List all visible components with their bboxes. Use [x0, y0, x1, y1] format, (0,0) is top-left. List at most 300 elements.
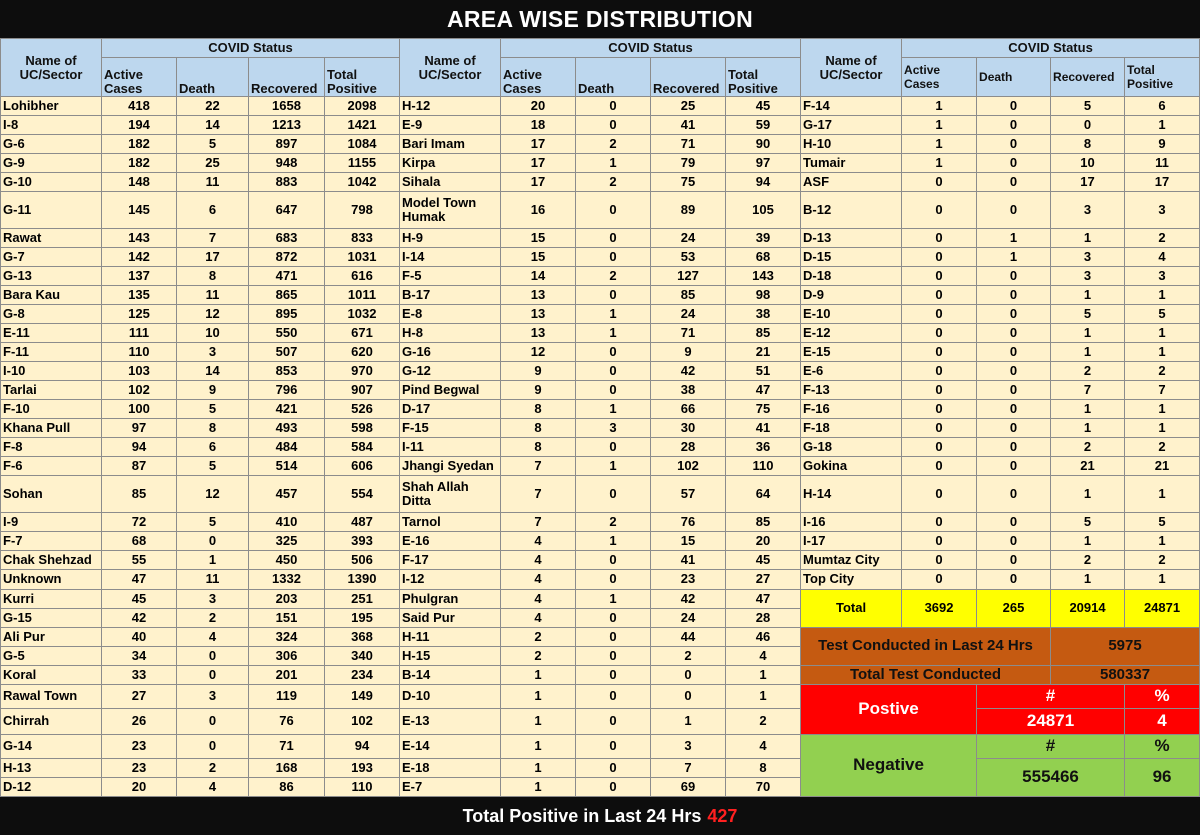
table-row: [1, 248, 1200, 267]
death-value: 0: [576, 286, 651, 305]
sector-name: G-12: [400, 362, 501, 381]
sector-name: E-16: [400, 532, 501, 551]
recovered-value: 2: [1051, 438, 1125, 457]
death-value: 0: [977, 97, 1051, 116]
death-value: 6: [177, 438, 249, 457]
positive-count-value: 24871: [977, 708, 1125, 734]
total-positive-value: 85: [726, 513, 801, 532]
recovered-value: 28: [651, 438, 726, 457]
recovered-value: 127: [651, 267, 726, 286]
total-positive-value: 5: [1125, 513, 1200, 532]
total-positive-value: 46: [726, 627, 801, 646]
death-value: 0: [576, 684, 651, 708]
death-value: 0: [177, 532, 249, 551]
total-positive-value: 102: [325, 708, 400, 734]
active-cases-value: 145: [102, 192, 177, 229]
sector-name: E-14: [400, 734, 501, 758]
death-value: 0: [576, 665, 651, 684]
death-value: 0: [177, 665, 249, 684]
total-positive-value: 487: [325, 513, 400, 532]
active-cases-value: 72: [102, 513, 177, 532]
sector-name: D-15: [801, 248, 902, 267]
table-row: [1, 513, 1200, 532]
table-row: [1, 476, 1200, 513]
active-cases-value: 2: [501, 627, 576, 646]
positive-percent-header: %: [1125, 684, 1200, 708]
death-value: 5: [177, 457, 249, 476]
recovered-value: 10: [1051, 154, 1125, 173]
death-value: 0: [576, 248, 651, 267]
total-positive-value: 21: [726, 343, 801, 362]
sector-name: F-8: [1, 438, 102, 457]
death-value: 5: [177, 135, 249, 154]
sector-name: G-13: [1, 267, 102, 286]
recovered-value: 71: [249, 734, 325, 758]
sector-name: F-15: [400, 419, 501, 438]
total-positive-value: 38: [726, 305, 801, 324]
total-positive-value: 59: [726, 116, 801, 135]
table-row: [1, 758, 1200, 777]
total-positive-value: 1: [726, 684, 801, 708]
active-cases-value: 0: [902, 570, 977, 589]
table-row: [1, 362, 1200, 381]
recovered-value: 7: [1051, 381, 1125, 400]
total-positive-value: 606: [325, 457, 400, 476]
death-value: 0: [576, 734, 651, 758]
total-positive-value: 11: [1125, 154, 1200, 173]
total-positive-value: 506: [325, 551, 400, 570]
active-cases-value: 142: [102, 248, 177, 267]
total-positive-value: 526: [325, 400, 400, 419]
sector-name: F-5: [400, 267, 501, 286]
total-positive-value: 20: [726, 532, 801, 551]
total-positive-value: 6: [1125, 97, 1200, 116]
sector-name: F-7: [1, 532, 102, 551]
total-label: Total: [801, 589, 902, 627]
death-value: 0: [977, 362, 1051, 381]
recovered-value: 872: [249, 248, 325, 267]
total-positive-value: 3: [1125, 267, 1200, 286]
recovered-value: 471: [249, 267, 325, 286]
sector-name: G-10: [1, 173, 102, 192]
total-positive-value: 5: [1125, 305, 1200, 324]
active-cases-value: 110: [102, 343, 177, 362]
active-cases-value: 9: [501, 381, 576, 400]
active-cases-value: 1: [501, 665, 576, 684]
death-value: 0: [977, 532, 1051, 551]
total-positive-value: 17: [1125, 173, 1200, 192]
sector-name: H-11: [400, 627, 501, 646]
total-positive-value: 1: [726, 665, 801, 684]
recovered-value: 85: [651, 286, 726, 305]
total-positive-sum: 24871: [1125, 589, 1200, 627]
death-value: 0: [977, 551, 1051, 570]
total-positive-value: 798: [325, 192, 400, 229]
death-value: 0: [977, 343, 1051, 362]
sector-name: Kirpa: [400, 154, 501, 173]
sector-name: G-7: [1, 248, 102, 267]
active-cases-value: 0: [902, 513, 977, 532]
recovered-value: 421: [249, 400, 325, 419]
active-cases-value: 0: [902, 438, 977, 457]
recovered-value: 1: [1051, 324, 1125, 343]
recovered-value: 42: [651, 362, 726, 381]
death-value: 3: [177, 684, 249, 708]
total-death-value: 265: [977, 589, 1051, 627]
sector-name: Sohan: [1, 476, 102, 513]
death-value: 0: [576, 192, 651, 229]
total-positive-value: 970: [325, 362, 400, 381]
death-value: 0: [977, 381, 1051, 400]
total-positive-value: 554: [325, 476, 400, 513]
active-cases-value: 0: [902, 286, 977, 305]
sector-name: Ali Pur: [1, 627, 102, 646]
total-positive-value: 98: [726, 286, 801, 305]
active-cases-value: 0: [902, 400, 977, 419]
recovered-value: 1: [1051, 229, 1125, 248]
death-value: 25: [177, 154, 249, 173]
death-value: 14: [177, 362, 249, 381]
death-value: 0: [977, 267, 1051, 286]
active-cases-value: 87: [102, 457, 177, 476]
sector-name: E-15: [801, 343, 902, 362]
active-cases-value: 23: [102, 734, 177, 758]
total-positive-value: 75: [726, 400, 801, 419]
sector-name: Lohibher: [1, 97, 102, 116]
sector-name: F-14: [801, 97, 902, 116]
death-value: 7: [177, 229, 249, 248]
total-positive-value: 1: [1125, 532, 1200, 551]
header-total-positive: Total Positive: [325, 58, 400, 97]
sector-name: I-8: [1, 116, 102, 135]
recovered-value: 151: [249, 608, 325, 627]
recovered-value: 21: [1051, 457, 1125, 476]
active-cases-value: 26: [102, 708, 177, 734]
death-value: 2: [177, 758, 249, 777]
death-value: 12: [177, 476, 249, 513]
active-cases-value: 1: [902, 97, 977, 116]
recovered-value: 3: [1051, 192, 1125, 229]
sector-name: B-17: [400, 286, 501, 305]
total-positive-value: 1042: [325, 173, 400, 192]
total-positive-value: 110: [726, 457, 801, 476]
active-cases-value: 85: [102, 476, 177, 513]
table-row: [1, 267, 1200, 286]
active-cases-value: 23: [102, 758, 177, 777]
header-recovered: Recovered: [249, 58, 325, 97]
total-positive-value: 105: [726, 192, 801, 229]
recovered-value: 484: [249, 438, 325, 457]
table-row: [1, 324, 1200, 343]
death-value: 0: [576, 627, 651, 646]
sector-name: Pind Begwal: [400, 381, 501, 400]
active-cases-value: 0: [902, 476, 977, 513]
active-cases-value: 0: [902, 381, 977, 400]
active-cases-value: 7: [501, 513, 576, 532]
recovered-value: 324: [249, 627, 325, 646]
total-positive-value: 21: [1125, 457, 1200, 476]
sector-name: Kurri: [1, 589, 102, 608]
recovered-value: 1658: [249, 97, 325, 116]
table-row: [1, 708, 1200, 734]
death-value: 0: [576, 646, 651, 665]
recovered-value: 1: [1051, 400, 1125, 419]
sector-name: E-11: [1, 324, 102, 343]
total-positive-value: 9: [1125, 135, 1200, 154]
active-cases-value: 111: [102, 324, 177, 343]
active-cases-value: 0: [902, 532, 977, 551]
positive-percent-value: 4: [1125, 708, 1200, 734]
active-cases-value: 0: [902, 173, 977, 192]
sector-name: Shah Allah Ditta: [400, 476, 501, 513]
sector-name: Khana Pull: [1, 419, 102, 438]
sector-name: B-12: [801, 192, 902, 229]
active-cases-value: 137: [102, 267, 177, 286]
total-positive-value: 368: [325, 627, 400, 646]
total-positive-value: 45: [726, 97, 801, 116]
total-positive-value: 1084: [325, 135, 400, 154]
table-row: [1, 684, 1200, 708]
recovered-value: 3: [1051, 267, 1125, 286]
total-positive-value: 64: [726, 476, 801, 513]
table-row: [1, 286, 1200, 305]
header-name-of-sector: Name of UC/Sector: [801, 39, 902, 97]
header-name-of-sector: Name of UC/Sector: [1, 39, 102, 97]
recovered-value: 24: [651, 305, 726, 324]
death-value: 0: [177, 708, 249, 734]
recovered-value: 1: [1051, 476, 1125, 513]
sector-name: Bara Kau: [1, 286, 102, 305]
header-name-of-sector: Name of UC/Sector: [400, 39, 501, 97]
total-positive-value: 110: [325, 777, 400, 796]
recovered-value: 2: [1051, 551, 1125, 570]
death-value: 0: [977, 570, 1051, 589]
active-cases-value: 17: [501, 135, 576, 154]
recovered-value: 1: [651, 708, 726, 734]
active-cases-value: 102: [102, 381, 177, 400]
active-cases-value: 13: [501, 324, 576, 343]
active-cases-value: 0: [902, 229, 977, 248]
sector-name: Koral: [1, 665, 102, 684]
sector-name: E-18: [400, 758, 501, 777]
active-cases-value: 148: [102, 173, 177, 192]
total-positive-value: 90: [726, 135, 801, 154]
sector-name: Phulgran: [400, 589, 501, 608]
active-cases-value: 27: [102, 684, 177, 708]
total-positive-value: 234: [325, 665, 400, 684]
sector-name: Chak Shehzad: [1, 551, 102, 570]
recovered-value: 5: [1051, 305, 1125, 324]
tests-total-value: 580337: [1051, 665, 1200, 684]
active-cases-value: 194: [102, 116, 177, 135]
total-positive-value: 907: [325, 381, 400, 400]
active-cases-value: 68: [102, 532, 177, 551]
death-value: 0: [977, 400, 1051, 419]
header-active-cases: Active Cases: [902, 58, 977, 97]
recovered-value: 30: [651, 419, 726, 438]
active-cases-value: 16: [501, 192, 576, 229]
total-positive-value: 41: [726, 419, 801, 438]
total-positive-value: 36: [726, 438, 801, 457]
sector-name: G-6: [1, 135, 102, 154]
death-value: 1: [576, 532, 651, 551]
active-cases-value: 0: [902, 419, 977, 438]
table-row: [1, 192, 1200, 229]
total-positive-value: 143: [726, 267, 801, 286]
recovered-value: 948: [249, 154, 325, 173]
death-value: 0: [177, 646, 249, 665]
active-cases-value: 13: [501, 286, 576, 305]
table-row: [1, 305, 1200, 324]
table-row: [1, 343, 1200, 362]
sector-name: G-18: [801, 438, 902, 457]
table-row: [1, 734, 1200, 758]
sector-name: E-12: [801, 324, 902, 343]
recovered-value: 0: [651, 665, 726, 684]
total-positive-value: 27: [726, 570, 801, 589]
table-row: [1, 419, 1200, 438]
recovered-value: 17: [1051, 173, 1125, 192]
total-positive-value: 2: [1125, 438, 1200, 457]
total-positive-value: 85: [726, 324, 801, 343]
total-positive-value: 340: [325, 646, 400, 665]
death-value: 0: [977, 419, 1051, 438]
active-cases-value: 97: [102, 419, 177, 438]
header-death: Death: [977, 58, 1051, 97]
active-cases-value: 0: [902, 551, 977, 570]
sector-name: G-5: [1, 646, 102, 665]
active-cases-value: 1: [902, 135, 977, 154]
active-cases-value: 12: [501, 343, 576, 362]
active-cases-value: 0: [902, 324, 977, 343]
total-positive-value: 1155: [325, 154, 400, 173]
active-cases-value: 4: [501, 532, 576, 551]
negative-hash-header: #: [977, 734, 1125, 758]
active-cases-value: 7: [501, 457, 576, 476]
recovered-value: 306: [249, 646, 325, 665]
total-positive-value: 4: [726, 646, 801, 665]
sector-name: F-16: [801, 400, 902, 419]
active-cases-value: 34: [102, 646, 177, 665]
tests-total-label: Total Test Conducted: [801, 665, 1051, 684]
total-positive-value: 2: [1125, 229, 1200, 248]
death-value: 1: [576, 324, 651, 343]
active-cases-value: 8: [501, 438, 576, 457]
death-value: 3: [177, 343, 249, 362]
total-positive-value: 47: [726, 589, 801, 608]
sector-name: D-9: [801, 286, 902, 305]
death-value: 4: [177, 777, 249, 796]
active-cases-value: 40: [102, 627, 177, 646]
sector-name: H-12: [400, 97, 501, 116]
recovered-value: 1: [1051, 532, 1125, 551]
death-value: 8: [177, 419, 249, 438]
recovered-value: 201: [249, 665, 325, 684]
death-value: 22: [177, 97, 249, 116]
total-positive-value: 393: [325, 532, 400, 551]
death-value: 14: [177, 116, 249, 135]
total-positive-value: 94: [726, 173, 801, 192]
table-row: [1, 116, 1200, 135]
active-cases-value: 1: [501, 708, 576, 734]
active-cases-value: 45: [102, 589, 177, 608]
total-positive-value: 4: [726, 734, 801, 758]
active-cases-value: 1: [501, 758, 576, 777]
sector-name: H-15: [400, 646, 501, 665]
sector-name: I-16: [801, 513, 902, 532]
table-row: [1, 570, 1200, 589]
total-positive-value: 1: [1125, 400, 1200, 419]
header-death: Death: [576, 58, 651, 97]
death-value: 0: [576, 476, 651, 513]
death-value: 0: [977, 154, 1051, 173]
total-positive-value: 28: [726, 608, 801, 627]
sector-name: ASF: [801, 173, 902, 192]
active-cases-value: 33: [102, 665, 177, 684]
active-cases-value: 0: [902, 362, 977, 381]
total-positive-value: 671: [325, 324, 400, 343]
tests-24h-value: 5975: [1051, 627, 1200, 665]
sector-name: D-17: [400, 400, 501, 419]
sector-name: I-11: [400, 438, 501, 457]
active-cases-value: 143: [102, 229, 177, 248]
death-value: 2: [576, 513, 651, 532]
table-row: [1, 589, 1200, 608]
recovered-value: 71: [651, 135, 726, 154]
death-value: 0: [977, 192, 1051, 229]
active-cases-value: 4: [501, 589, 576, 608]
header-total-positive: Total Positive: [726, 58, 801, 97]
recovered-value: 5: [1051, 513, 1125, 532]
active-cases-value: 0: [902, 248, 977, 267]
total-positive-value: 620: [325, 343, 400, 362]
active-cases-value: 17: [501, 154, 576, 173]
active-cases-value: 55: [102, 551, 177, 570]
recovered-value: 410: [249, 513, 325, 532]
recovered-value: 1: [1051, 343, 1125, 362]
footer-bar: [0, 797, 1200, 835]
death-value: 0: [977, 305, 1051, 324]
sector-name: D-13: [801, 229, 902, 248]
recovered-value: 89: [651, 192, 726, 229]
header-active-cases: Active Cases: [501, 58, 576, 97]
sector-name: Gokina: [801, 457, 902, 476]
footer-value: 427: [707, 805, 738, 826]
active-cases-value: 182: [102, 154, 177, 173]
sector-name: G-9: [1, 154, 102, 173]
recovered-value: 76: [249, 708, 325, 734]
active-cases-value: 0: [902, 305, 977, 324]
sector-name: Top City: [801, 570, 902, 589]
recovered-value: 493: [249, 419, 325, 438]
total-positive-value: 47: [726, 381, 801, 400]
active-cases-value: 2: [501, 646, 576, 665]
total-positive-value: 94: [325, 734, 400, 758]
sector-name: D-10: [400, 684, 501, 708]
active-cases-value: 14: [501, 267, 576, 286]
sector-name: I-9: [1, 513, 102, 532]
recovered-value: 683: [249, 229, 325, 248]
sector-name: D-12: [1, 777, 102, 796]
total-active-value: 3692: [902, 589, 977, 627]
sector-name: B-14: [400, 665, 501, 684]
area-distribution-table: [0, 38, 1200, 797]
active-cases-value: 418: [102, 97, 177, 116]
sector-name: Bari Imam: [400, 135, 501, 154]
death-value: 2: [177, 608, 249, 627]
death-value: 0: [977, 457, 1051, 476]
recovered-value: 41: [651, 551, 726, 570]
